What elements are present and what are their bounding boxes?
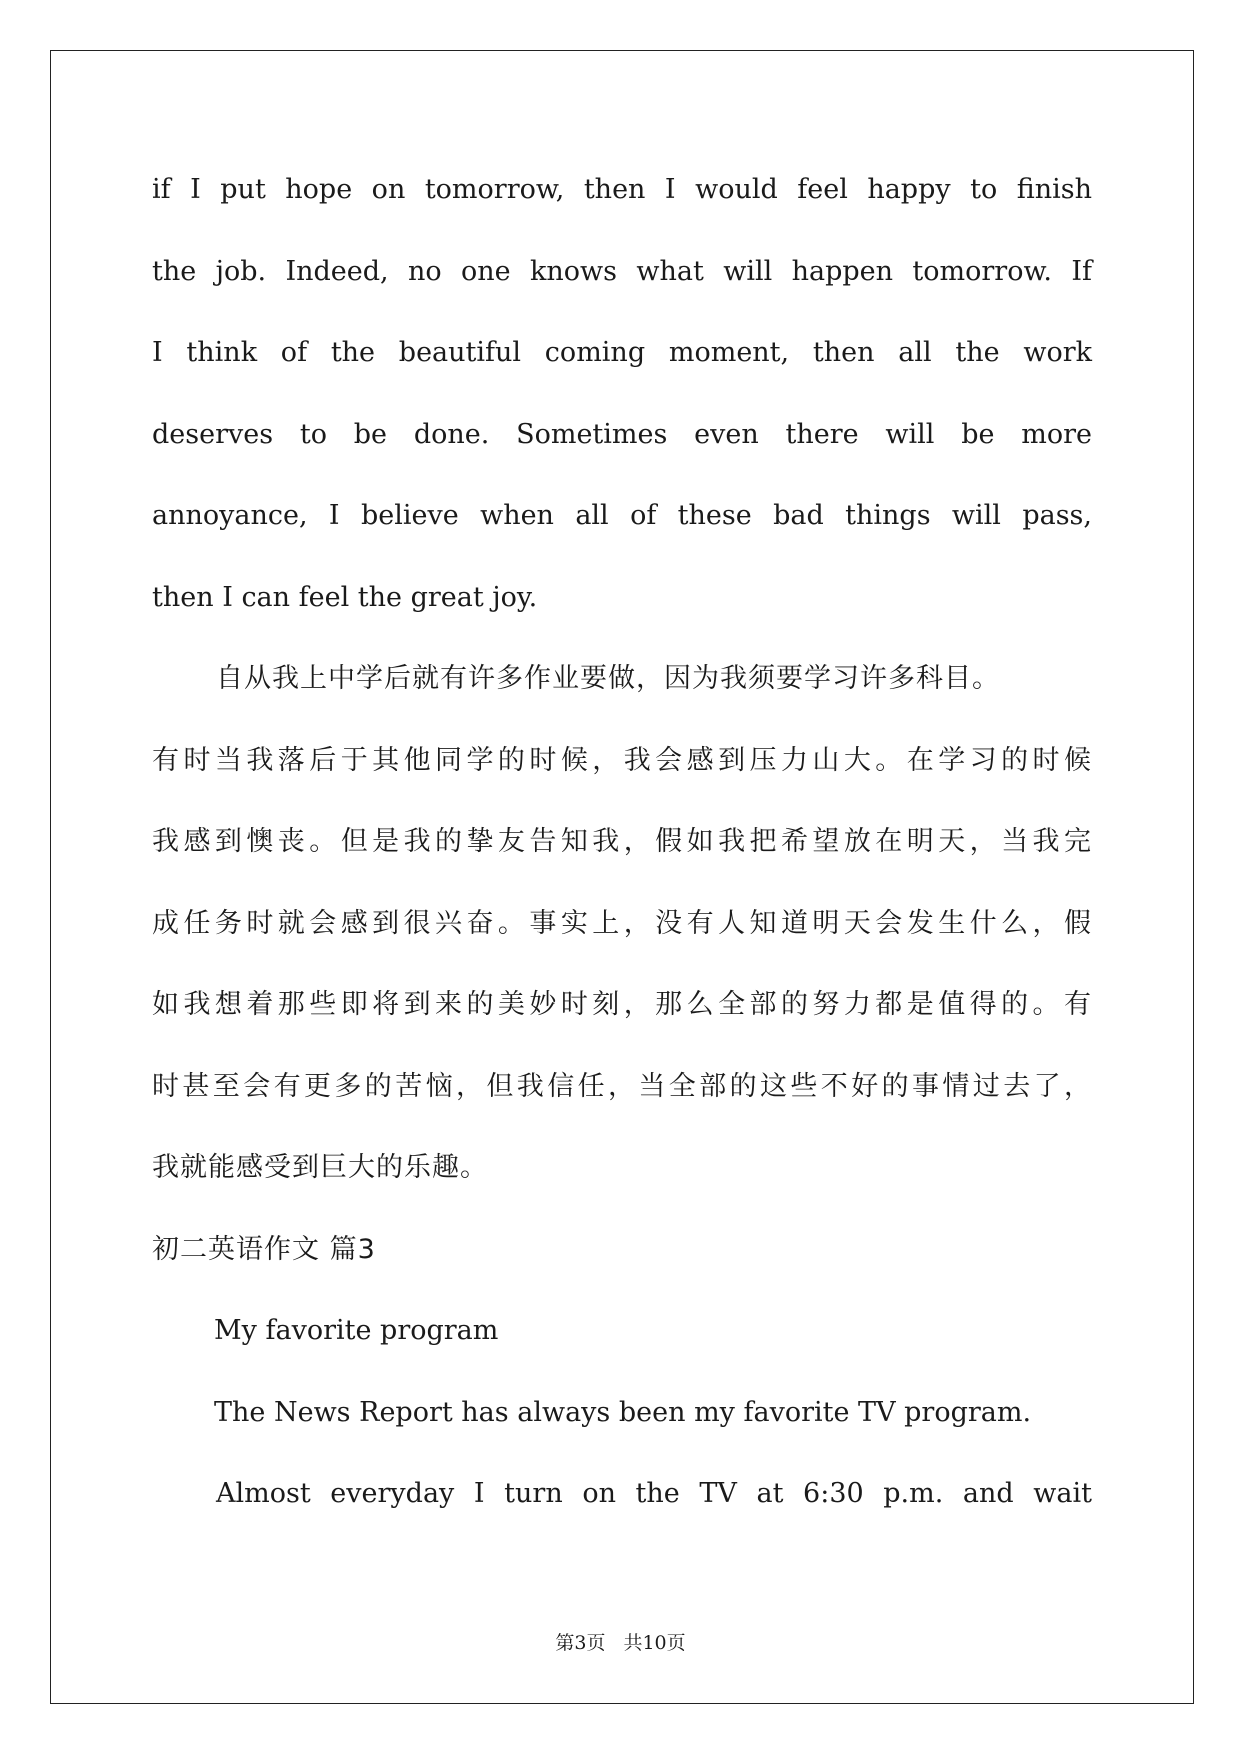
text-line: I think of the beautiful coming moment, then all the work: [152, 337, 1092, 368]
essay-title: My favorite program: [214, 1315, 499, 1346]
page-number: 第3页: [555, 1632, 606, 1654]
text-line: the job. Indeed, no one knows what will happen tomorrow. If: [152, 255, 1092, 287]
text-line: 成任务时就会感到很兴奋。事实上，没有人知道明天会发生什么，假: [152, 907, 1092, 939]
text-line: 我感到懊丧。但是我的挚友告知我，假如我把希望放在明天，当我完: [152, 826, 1092, 857]
text-line: The News Report has always been my favorite TV program.: [214, 1396, 1032, 1428]
page-footer: [0, 1628, 1241, 1655]
text-line: deserves to be done. Sometimes even there will be more: [152, 418, 1092, 450]
text-line: 如我想着那些即将到来的美妙时刻，那么全部的努力都是值得的。有: [152, 989, 1092, 1020]
text-line: 有时当我落后于其他同学的时候，我会感到压力山大。在学习的时候: [152, 744, 1092, 776]
text-line: Almost everyday I turn on the TV at 6:30 p.m. and wait: [216, 1478, 1092, 1509]
section-heading: 初二英语作文 篇3: [152, 1233, 376, 1265]
document-body: [152, 160, 1092, 1546]
page-total: 共10页: [623, 1632, 686, 1654]
text-line: 自从我上中学后就有许多作业要做，因为我须要学习许多科目。: [216, 663, 1000, 694]
text-line: if I put hope on tomorrow, then I would feel happy to finish: [152, 174, 1092, 205]
text-line: 我就能感受到巨大的乐趣。: [152, 1152, 488, 1183]
text-line: then I can feel the great joy.: [152, 581, 538, 613]
text-line: 时甚至会有更多的苦恼，但我信任，当全部的这些不好的事情过去了，: [152, 1070, 1092, 1102]
text-line: annoyance, I believe when all of these bad things will pass,: [152, 500, 1092, 531]
